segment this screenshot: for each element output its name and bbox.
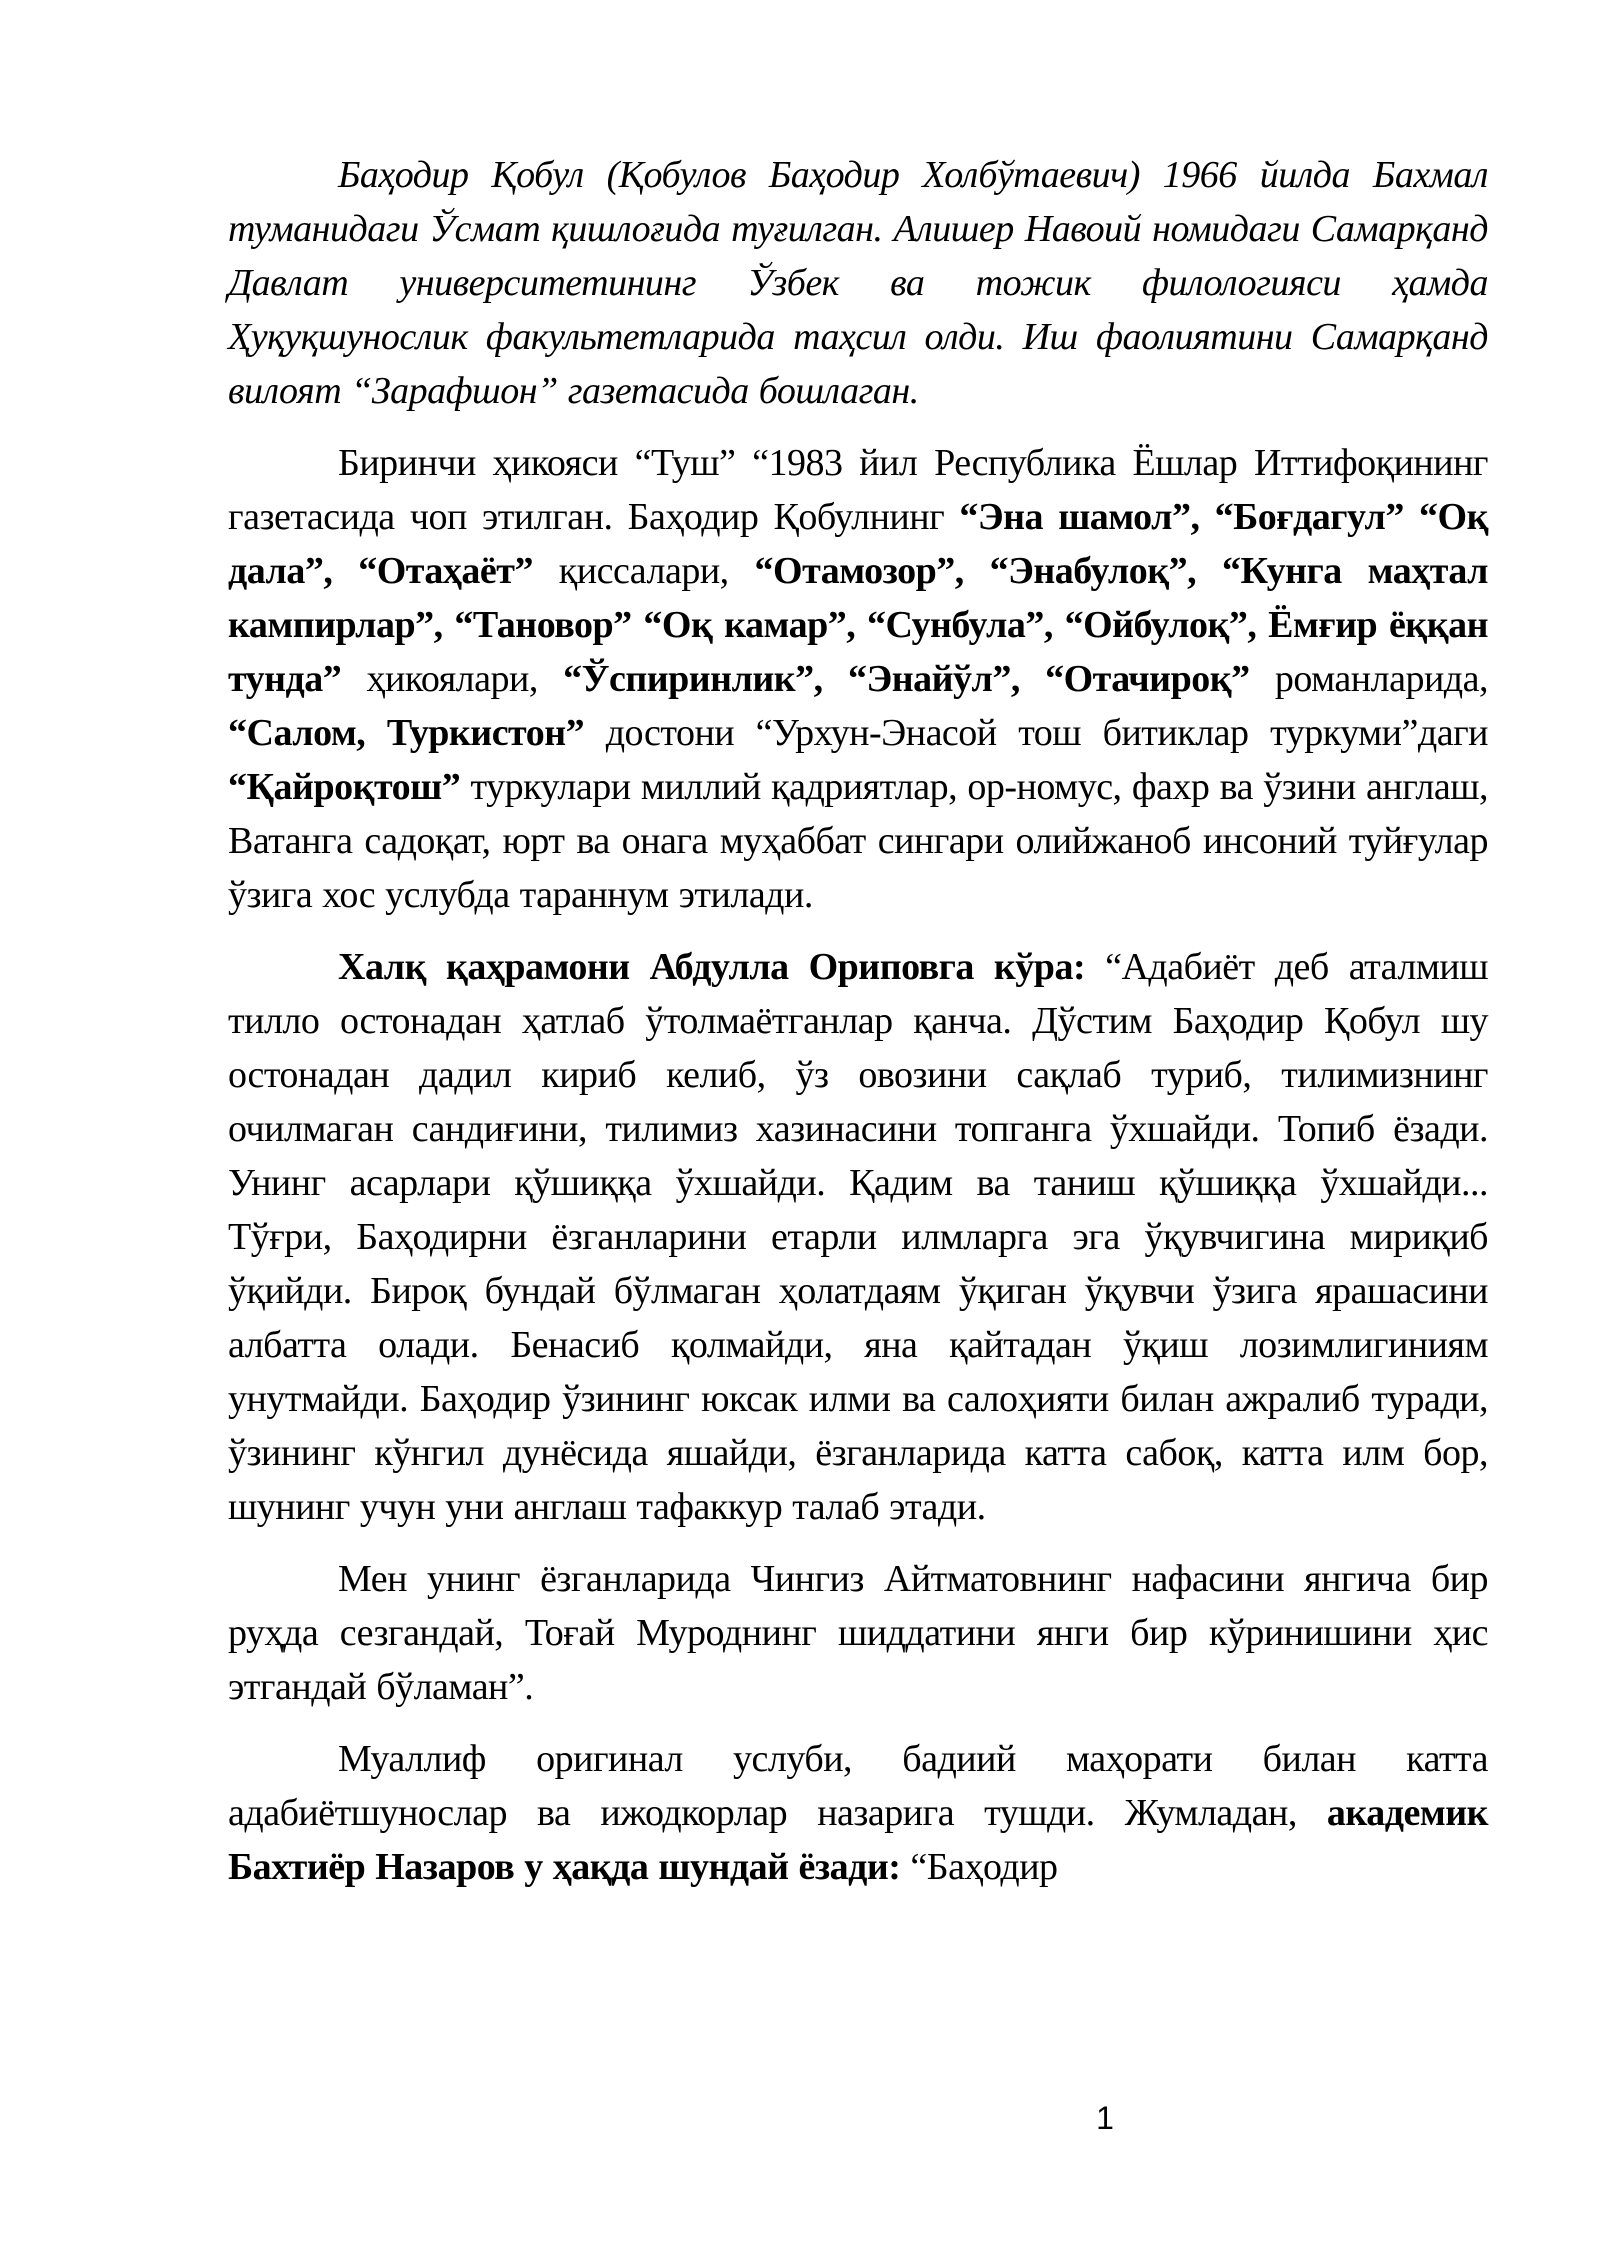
- bold-text-run: “Салом, Туркистон”: [228, 712, 585, 754]
- paragraph: [228, 1732, 1488, 1894]
- bold-text-run: Халқ қаҳрамони Абдулла Ориповга кўра:: [338, 946, 1106, 988]
- bold-text-run: “Қайроқтош”: [228, 766, 461, 808]
- paragraph: [228, 940, 1488, 1534]
- paragraph: [228, 148, 1488, 418]
- text-run: Мен унинг ёзганларида Чингиз Айтматовнинг нафасини янгича бир руҳда сезгандай, Тоғай Муроднинг шиддатини янги бир кўринишини ҳис этгандай бўламан”.: [228, 1558, 1488, 1708]
- bold-text-run: академик Бахтиёр Назаров у ҳақда шундай ёзади:: [228, 1792, 1488, 1888]
- text-run: романларида,: [1249, 658, 1488, 700]
- text-run: қиссалари,: [532, 550, 755, 592]
- text-run: туркулари миллий қадриятлар, ор-номус, фахр ва ўзини англаш, Ватанга садоқат, юрт ва онага муҳаббат сингари олийжаноб инсоний туйғулар ўзига хос услубда тараннум этилади.: [228, 766, 1488, 916]
- text-run: “Адабиёт деб аталмиш тилло остонадан ҳатлаб ўтолмаётганлар қанча. Дўстим Баҳодир Қобул шу остонадан дадил кириб келиб, ўз овозини сақлаб туриб, тилимизнинг очилмаган сандиғини, тилимиз хазинасини топганга ўхшайди. Топиб ёзади. Унинг асарлари қўшиққа ўхшайди. Қадим ва таниш қўшиққа ўхшайди... Тўғри, Баҳодирни ёзганларини етарли илмларга эга ўқувчигина мириқиб ўқийди. Бироқ бундай бўлмаган ҳолатдаям ўқиган ўқувчи ўзига ярашасини албатта олади. Бенасиб қолмайди, яна қайтадан ўқиш лозимлигиниям унутмайди. Баҳодир ўзининг юксак илми ва салоҳияти билан ажралиб туради, ўзининг кўнгил дунёсида яшайди, ёзганларида катта сабоқ, катта илм бор, шунинг учун уни англаш тафаккур талаб этади.: [228, 946, 1488, 1528]
- text-run: Муаллиф оригинал услуби, бадиий маҳорати билан катта адабиётшунослар ва ижодкорлар назарига тушди. Жумладан,: [228, 1738, 1488, 1834]
- bold-text-run: “Эна шамол”, “Боғдагул” “Оқ дала”, “Отаҳаёт”: [228, 496, 1489, 592]
- text-run: Баҳодир Қобул (Қобулов Баҳодир Холбўтаевич) 1966 йилда Бахмал туманидаги Ўсмат қишлоғида туғилган. Алишер Навоий номидаги Самарқанд Давлат университетининг Ўзбек ва тожик филологияси ҳамда Ҳуқуқшунослик факультетларида таҳсил олди. Иш фаолиятини Самарқанд вилоят “Зарафшон” газетасида бошлаган.: [228, 154, 1488, 412]
- paragraph: [228, 1552, 1488, 1714]
- page-number: 1: [1096, 2100, 1114, 2136]
- text-run: ҳикоялари,: [341, 658, 564, 700]
- paragraph: [228, 436, 1488, 922]
- text-run: Биринчи ҳикояси “Туш” “1983 йил Республика Ёшлар Иттифоқининг газетасида чоп этилган. Баҳодир Қобулнинг: [228, 442, 1488, 538]
- document-body: [228, 148, 1488, 1912]
- bold-text-run: “Отамозор”, “Энабулоқ”, “Кунга маҳтал кампирлар”, “Тановор” “Оқ камар”, “Сунбула”, “Ойбулоқ”, Ёмғир ёққан тунда”: [228, 550, 1488, 700]
- text-run: достони “Урхун-Энасой тош битиклар туркуми”даги: [584, 712, 1488, 754]
- bold-text-run: “Ўспиринлик”, “Энайўл”, “Отачироқ”: [563, 658, 1250, 700]
- text-run: “Баҳодир: [910, 1846, 1058, 1888]
